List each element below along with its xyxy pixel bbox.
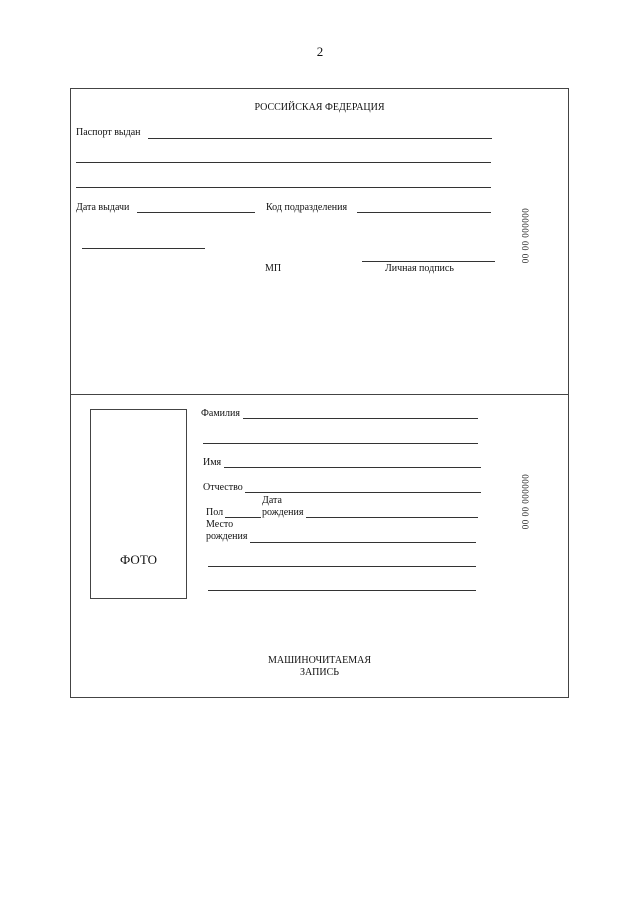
sex-line[interactable] xyxy=(225,517,261,518)
issue-date-label: Дата выдачи xyxy=(76,202,130,213)
page-number: 2 xyxy=(316,44,324,59)
serial-number-bottom: 000000 00 00 xyxy=(520,474,530,530)
division-code-line[interactable] xyxy=(357,212,491,213)
name-line[interactable] xyxy=(224,467,481,468)
birth-date-label-line1: Дата xyxy=(262,495,282,506)
stamp-label: МП xyxy=(265,263,282,274)
birth-place-line-3[interactable] xyxy=(208,590,476,591)
issued-by-line-3[interactable] xyxy=(76,187,491,188)
patronymic-line[interactable] xyxy=(245,492,481,493)
birth-date-label-line2: рождения xyxy=(262,507,304,518)
photo-box xyxy=(90,409,187,599)
issued-by-line-2[interactable] xyxy=(76,162,491,163)
patronymic-label: Отчество xyxy=(203,482,243,493)
personal-signature-label: Личная подпись xyxy=(385,263,454,274)
birth-place-label-line1: Место xyxy=(206,519,234,530)
country-title: РОССИЙСКАЯ ФЕДЕРАЦИЯ xyxy=(254,102,385,113)
surname-line-1[interactable] xyxy=(243,418,478,419)
division-code-label: Код подразделения xyxy=(266,202,348,213)
birth-place-label-line2: рождения xyxy=(206,531,248,542)
birth-place-line-2[interactable] xyxy=(208,566,476,567)
serial-number-top: 000000 00 00 xyxy=(520,208,530,264)
birth-place-line-1[interactable] xyxy=(250,542,476,543)
birth-date-line[interactable] xyxy=(306,517,478,518)
sex-label: Пол xyxy=(206,507,224,518)
issued-by-label: Паспорт выдан xyxy=(76,127,141,138)
photo-label: ФОТО xyxy=(120,552,157,567)
issued-by-line-1[interactable] xyxy=(148,138,492,139)
machine-readable-zone-label-line1: МАШИНОЧИТАЕМАЯ xyxy=(267,655,372,666)
page-divider xyxy=(70,394,569,395)
surname-label: Фамилия xyxy=(201,408,240,419)
official-signature-line[interactable] xyxy=(82,248,205,249)
name-label: Имя xyxy=(203,457,222,468)
surname-line-2[interactable] xyxy=(203,443,478,444)
personal-signature-line[interactable] xyxy=(362,261,495,262)
machine-readable-zone-label-line2: ЗАПИСЬ xyxy=(299,667,340,678)
passport-spread-frame xyxy=(70,88,569,698)
issue-date-line[interactable] xyxy=(137,212,255,213)
